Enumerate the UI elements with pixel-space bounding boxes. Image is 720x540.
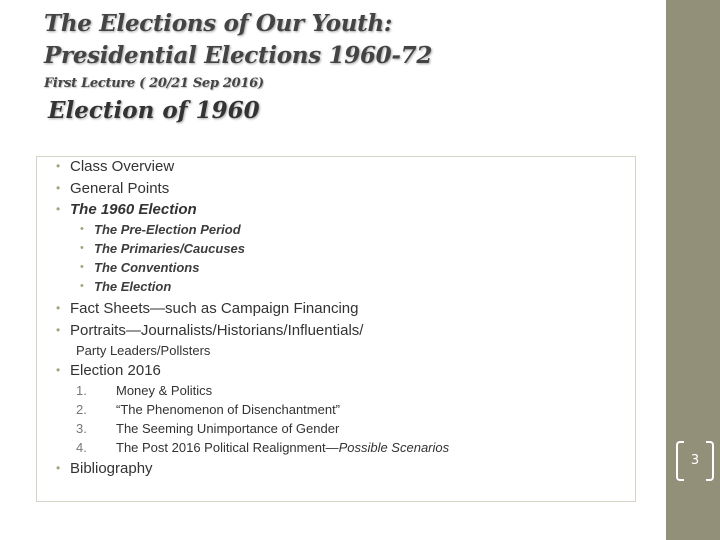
item-text-main: The Post 2016 Political Realignment— (116, 440, 339, 455)
bullet-icon: • (56, 363, 61, 377)
outline-item-class-overview (56, 158, 175, 175)
bullet-icon: • (80, 280, 84, 292)
outline-item-election-2016 (56, 362, 161, 379)
sub-item-election (80, 279, 172, 294)
bullet-icon: • (56, 301, 61, 315)
item-text: “The Phenomenon of Disenchantment” (116, 402, 341, 417)
item-number: 4. (76, 440, 87, 455)
outline-item-bibliography (56, 460, 153, 477)
bullet-icon: • (80, 261, 84, 273)
outline-item-label: Class Overview (70, 158, 175, 175)
section-heading: Election of 1960 (48, 97, 260, 124)
slide-number: 3 (676, 441, 714, 479)
slide-title (44, 8, 432, 72)
sub-item-pre-election (80, 222, 241, 237)
item-number: 3. (76, 421, 87, 436)
bullet-icon: • (56, 202, 61, 216)
title-line-1: The Elections of Our Youth: (44, 10, 393, 37)
outline-item-1960-election (56, 201, 197, 218)
item-number: 2. (76, 402, 87, 417)
outline-item-label: Portraits—Journalists/Historians/Influentials/ (70, 322, 364, 339)
sub-item-label: The Election (94, 279, 172, 294)
item-text: Money & Politics (116, 383, 213, 398)
sub-item-conventions (80, 260, 200, 275)
sub-item-primaries (80, 241, 246, 256)
bullet-icon: • (80, 223, 84, 235)
bullet-icon: • (56, 461, 61, 475)
outline-item-label: The 1960 Election (70, 201, 197, 218)
outline-item-portraits-continued: Party Leaders/Pollsters (76, 343, 211, 358)
sub-item-label: The Pre-Election Period (94, 222, 241, 237)
outline-item-general-points (56, 180, 170, 197)
bullet-icon: • (56, 159, 61, 173)
outline-item-label: Bibliography (70, 460, 153, 477)
item-text: The Seeming Unimportance of Gender (116, 421, 340, 436)
slide-subtitle: First Lecture ( 20/21 Sep 2016) (44, 76, 264, 91)
bullet-icon: • (56, 181, 61, 195)
bullet-icon: • (56, 323, 61, 337)
sub-item-label: The Primaries/Caucuses (94, 241, 246, 256)
outline-item-label: General Points (70, 180, 170, 197)
outline-item-portraits (56, 322, 364, 339)
outline-item-fact-sheets (56, 300, 359, 317)
title-line-2: Presidential Elections 1960-72 (44, 42, 433, 69)
sub-item-label: The Conventions (94, 260, 200, 275)
bullet-icon: • (80, 242, 84, 254)
item-text (116, 440, 449, 455)
outline-item-label: Election 2016 (70, 362, 161, 379)
outline-item-label: Fact Sheets—such as Campaign Financing (70, 300, 359, 317)
item-text-italic: Possible Scenarios (338, 440, 450, 455)
item-number: 1. (76, 383, 87, 398)
